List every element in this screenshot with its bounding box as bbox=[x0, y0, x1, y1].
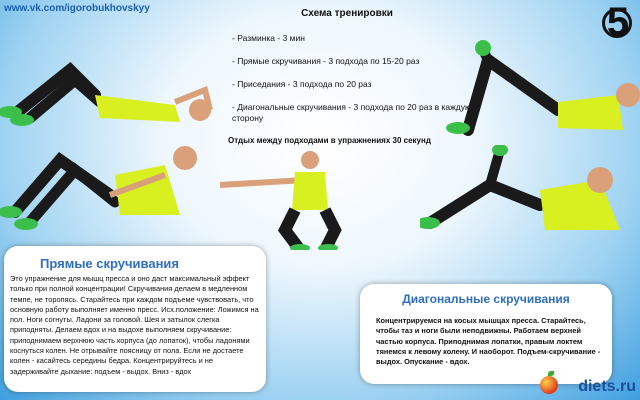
scheme-item: - Прямые скручивания - 3 подхода по 15-20 раз bbox=[232, 56, 420, 66]
diagonal-crunch-text: Концентрируемся на косых мышцах пресса. Старайтесь, чтобы таз и ноги были неподвижны. Работаем верхней частью корпуса. Приподнимая лопатки, правым локтем тянемся к левому колену. И наоборот. Подъем-скручивание - выдох. Опускание - вдох. bbox=[376, 316, 601, 367]
diagonal-crunch-panel bbox=[360, 284, 612, 384]
scheme-title: Схема тренировки bbox=[301, 8, 393, 19]
site-url[interactable]: www.vk.com/igorobukhovskyy bbox=[4, 3, 150, 14]
straight-crunch-panel bbox=[4, 246, 266, 392]
diagonal-crunch-title: Диагональные скручивания bbox=[402, 292, 570, 306]
crunch-up-figure bbox=[0, 140, 220, 240]
scheme-item: - Приседания - 3 подхода по 20 раз bbox=[232, 79, 372, 89]
brand-logo[interactable]: diets.ru bbox=[578, 378, 636, 395]
logo-digit: 5 bbox=[606, 0, 630, 44]
apple-icon bbox=[540, 376, 558, 394]
squat-figure bbox=[210, 150, 370, 250]
rest-note: Отдых между подходами в упражнениях 30 секунд bbox=[228, 136, 431, 145]
scheme-item: - Разминка - 3 мин bbox=[232, 33, 305, 43]
diagonal-crunch-figure bbox=[420, 145, 640, 245]
straight-crunch-text: Это упражнение для мышц пресса и оно даст максимальный эффект только при полной концентрации! Скручивания делаем в медленном темпе, не торопясь. Старайтесь при каждом подъеме чувствовать, что основную работу выполняет именно пресс. Исх.положение: Ложимся на пол. Ноги согнуты. Ладони за головой. Шея и затылок слегка приподняты. Делаем вдох и на выдохе выполняем скручивание: приподнимаем верхнюю часть корпуса (до лопаток), чтобы ладонями коснуться колен. Не отрывайте поясницу от пола. Если не достаете колен - касайтесь середины бедра. Концентрируйтесь и не задерживайте дыхание: подъем - выдох. Вниз - вдох bbox=[10, 274, 259, 376]
crunch-lying-figure bbox=[0, 40, 230, 130]
diagonal-lying-figure bbox=[428, 40, 640, 140]
logo-number bbox=[602, 2, 634, 42]
straight-crunch-title: Прямые скручивания bbox=[40, 256, 180, 271]
scheme-item: - Диагональные скручивания - 3 подхода по 20 раз в каждую сторону bbox=[232, 102, 472, 123]
